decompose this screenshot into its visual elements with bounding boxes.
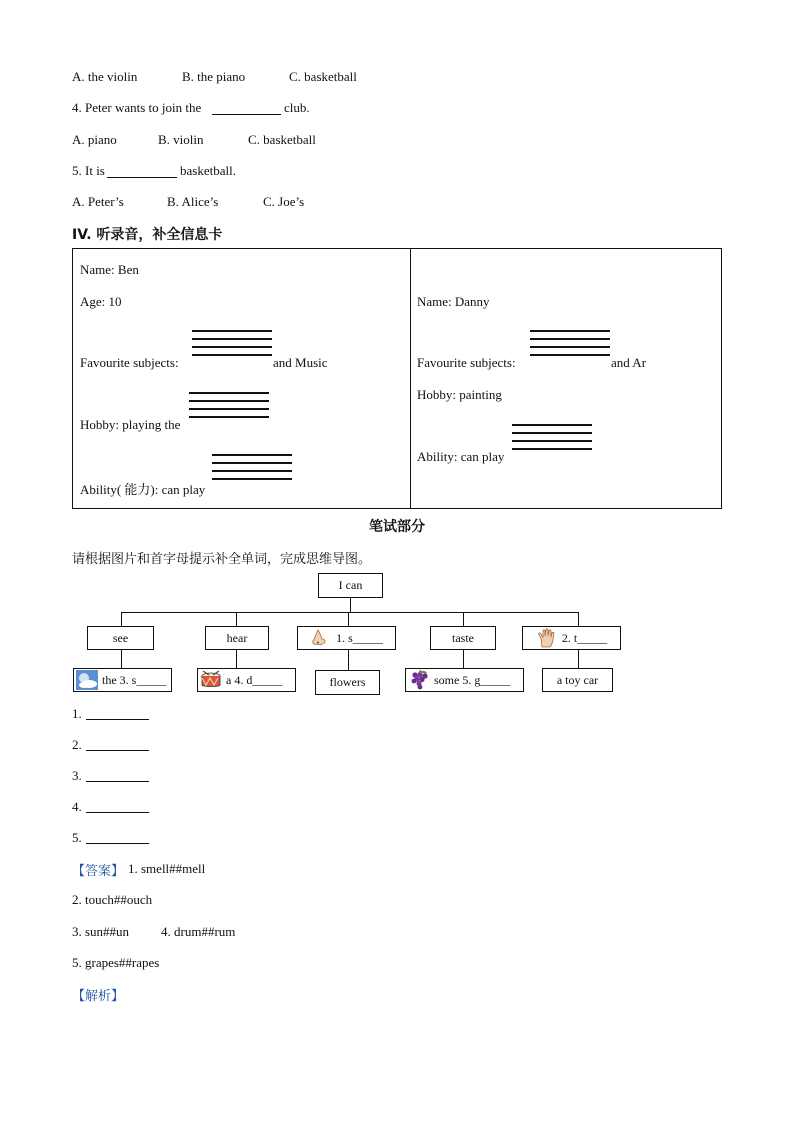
left-card-subjects-suffix: and Music bbox=[273, 355, 328, 370]
mindmap-object-toy-car bbox=[542, 668, 613, 692]
answer-blank bbox=[86, 781, 149, 782]
mindmap-object-label: a toy car bbox=[556, 672, 599, 687]
mindmap-object-sun bbox=[73, 668, 172, 692]
answer-line-number: 2. bbox=[72, 737, 82, 752]
answer-key-label: 【答案】 bbox=[72, 864, 125, 879]
right-ability-writing-lines bbox=[512, 424, 592, 456]
q4-option-b: B. violin bbox=[158, 132, 204, 147]
q5-prefix: 5. It is bbox=[72, 163, 105, 178]
left-ability-writing-lines bbox=[212, 454, 292, 486]
hand-icon bbox=[536, 628, 558, 648]
left-card-ability-label: Ability( 能力): can play bbox=[80, 482, 206, 497]
answer-line-number: 1. bbox=[72, 706, 82, 721]
right-card-ability-label: Ability: can play bbox=[417, 449, 505, 464]
q5-option-c: C. Joe’s bbox=[263, 194, 305, 209]
mindmap-connector bbox=[578, 612, 579, 626]
mindmap-root bbox=[318, 573, 383, 598]
mindmap-verb-label: 1. s_____ bbox=[336, 630, 383, 645]
mindmap-connector bbox=[463, 612, 464, 626]
q3-option-a: A. the violin bbox=[72, 69, 138, 84]
written-section-title: 笔试部分 bbox=[369, 519, 425, 535]
mindmap-connector bbox=[578, 650, 579, 668]
mindmap-verb-hear bbox=[205, 626, 269, 650]
mindmap-verb-label: see bbox=[112, 630, 129, 645]
left-card-age: Age: 10 bbox=[80, 294, 122, 309]
right-card-hobby: Hobby: painting bbox=[417, 387, 502, 402]
mindmap-root-stem bbox=[350, 598, 351, 612]
answer-blank bbox=[86, 750, 149, 751]
mindmap-object-label: a 4. d_____ bbox=[226, 672, 283, 687]
mindmap-verb-taste bbox=[430, 626, 496, 650]
mindmap-verb-label: taste bbox=[452, 630, 474, 645]
q4-suffix: club. bbox=[284, 100, 310, 115]
q4-blank bbox=[212, 114, 281, 115]
info-card-divider bbox=[410, 248, 411, 509]
q4-option-c: C. basketball bbox=[248, 132, 316, 147]
grapes-icon bbox=[408, 670, 430, 690]
q5-suffix: basketball. bbox=[180, 163, 236, 178]
mindmap-connector bbox=[348, 650, 349, 670]
answer-1: 1. smell##mell bbox=[128, 861, 206, 876]
q5-option-a: A. Peter’s bbox=[72, 194, 124, 209]
mindmap-verb-smell bbox=[297, 626, 396, 650]
mindmap-verb-touch bbox=[522, 626, 621, 650]
drum-icon bbox=[200, 670, 222, 690]
mindmap-connector bbox=[121, 650, 122, 668]
mindmap-connector bbox=[236, 612, 237, 626]
answer-4: 4. drum##rum bbox=[161, 924, 236, 939]
mindmap-connector bbox=[463, 650, 464, 668]
mindmap-connector bbox=[121, 612, 122, 626]
q5-option-b: B. Alice’s bbox=[167, 194, 219, 209]
q4-prefix: 4. Peter wants to join the bbox=[72, 100, 202, 115]
mindmap-object-label: the 3. s_____ bbox=[102, 672, 167, 687]
answer-line-number: 3. bbox=[72, 768, 82, 783]
mindmap-connector bbox=[348, 612, 349, 626]
q3-option-b: B. the piano bbox=[182, 69, 246, 84]
sun-cloud-icon bbox=[76, 670, 98, 690]
mindmap-verb-label: 2. t_____ bbox=[561, 630, 608, 645]
mindmap-object-drum bbox=[197, 668, 296, 692]
mindmap-object-label: flowers bbox=[329, 675, 366, 689]
left-card-hobby-label: Hobby: playing the bbox=[80, 417, 181, 432]
mindmap-root-label: I can bbox=[338, 578, 363, 592]
answer-line-number: 5. bbox=[72, 830, 82, 845]
nose-icon bbox=[310, 628, 332, 648]
q3-option-c: C. basketball bbox=[289, 69, 357, 84]
answer-blank bbox=[86, 719, 149, 720]
right-card-subjects-suffix: and Ar bbox=[611, 355, 647, 370]
right-subjects-writing-lines bbox=[530, 330, 610, 362]
right-card-name: Name: Danny bbox=[417, 294, 490, 309]
mindmap-object-label: some 5. g_____ bbox=[434, 672, 511, 687]
left-hobby-writing-lines bbox=[189, 392, 269, 424]
analysis-label: 【解析】 bbox=[72, 989, 125, 1004]
q4-option-a: A. piano bbox=[72, 132, 117, 147]
mindmap-object-flowers bbox=[315, 670, 380, 695]
q5-blank bbox=[107, 177, 177, 178]
mindmap-verb-see bbox=[87, 626, 154, 650]
left-subjects-writing-lines bbox=[192, 330, 272, 362]
answer-2: 2. touch##ouch bbox=[72, 892, 153, 907]
mindmap-object-grapes bbox=[405, 668, 524, 692]
mindmap-instruction: 请根据图片和首字母提示补全单词，完成思维导图。 bbox=[72, 552, 372, 567]
info-card-table bbox=[72, 248, 722, 509]
answer-5: 5. grapes##rapes bbox=[72, 955, 160, 970]
answer-blank bbox=[86, 843, 149, 844]
right-card-subjects-label: Favourite subjects: bbox=[417, 355, 516, 370]
answer-blank bbox=[86, 812, 149, 813]
left-card-name: Name: Ben bbox=[80, 262, 139, 277]
answer-3: 3. sun##un bbox=[72, 924, 130, 939]
left-card-subjects-label: Favourite subjects: bbox=[80, 355, 179, 370]
mindmap-branch-line bbox=[121, 612, 578, 613]
answer-line-number: 4. bbox=[72, 799, 82, 814]
mindmap-verb-label: hear bbox=[226, 630, 248, 645]
mindmap-connector bbox=[236, 650, 237, 668]
section-iv-title: IV. 听录音，补全信息卡 bbox=[72, 227, 223, 243]
